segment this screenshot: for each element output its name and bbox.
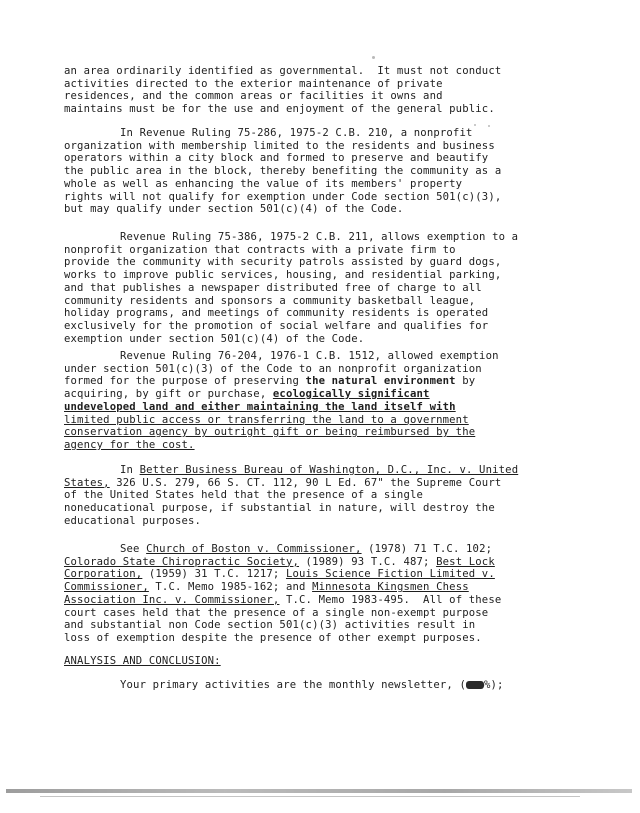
text-line: of the United States held that the presence of a single [64,489,424,502]
case-name: Association Inc. v. Commissioner, [64,593,280,606]
case-name: Best Lock [436,555,495,568]
text-line [64,464,574,477]
underlined-text: undeveloped land and either maintaining the land itself with [64,400,456,413]
text-run: formed for the purpose of preserving [64,375,306,388]
text-line: court cases held that the presence of a single non-exempt purpose [64,606,489,619]
text-line [64,556,574,569]
text-line [64,543,574,556]
text-line: holiday programs, and meetings of community residents is operated [64,307,489,320]
case-name: Better Business Bureau of Washington, D.C., Inc. v. United [139,464,519,476]
text-line: and that publishes a newspaper distributed free of charge to all [64,281,482,294]
paragraph-rev-rul-75-286 [64,127,574,216]
text-run: by [455,375,476,388]
text-line [64,679,574,692]
text-line: an area ordinarily identified as governmental. It must not conduct [64,65,502,77]
text-line: operators within a city block and formed to preserve and beautify [64,152,489,165]
text-line: exclusively for the promotion of social welfare and qualifies for [64,319,489,332]
case-name: Minnesota Kingsmen Chess [312,581,469,594]
text-line [64,594,574,607]
paragraph-better-business-bureau [64,464,574,528]
text-line [64,426,574,439]
text-line: under section 501(c)(3) of the Code to an nonprofit organization [64,362,482,375]
paragraph-rev-rul-76-204 [64,350,574,452]
scan-edge-artifact [40,796,580,797]
text-run: (1978) 71 T.C. 102; [361,543,493,555]
scan-edge-artifact [6,789,632,793]
text-line: and substantial non Code section 501(c)(3) activities result in [64,619,476,632]
text-line [64,568,574,581]
text-run: %); [483,679,504,691]
paragraph-primary-activities [64,679,574,692]
paragraph-governmental-area [64,65,574,116]
text-line: exemption under section 501(c)(4) of the Code. [64,332,365,345]
text-line: community residents and sponsors a community basketball league, [64,294,476,307]
text-line: noneducational purpose, if substantial in nature, will destroy the [64,502,495,515]
text-line [64,401,574,414]
text-line: residences, and the common areas or facilities it owns and [64,90,443,103]
text-run: acquiring, by gift or purchase, [64,388,273,401]
text-line: nonprofit organization that contracts with a private firm to [64,243,456,256]
case-name: Corporation, [64,568,143,581]
text-line: Revenue Ruling 76-204, 1976-1 C.B. 1512, allowed exemption [120,350,499,362]
text-line: but may qualify under section 501(c)(4) of the Code. [64,203,404,216]
text-line: organization with membership limited to the residents and business [64,139,495,152]
text-line: the public area in the block, thereby benefiting the community as a [64,165,502,178]
underlined-text: limited public access or transferring the land to a government [64,413,469,426]
scan-speck [372,56,375,59]
redaction-mark [466,681,484,689]
underlined-text: ecologically significant [272,388,430,401]
text-run: (1989) 93 T.C. 487; [299,555,437,568]
text-run: 326 U.S. 279, 66 S. CT. 112, 90 L Ed. 67" the Supreme Court [109,476,502,489]
text-line: maintains must be for the use and enjoyment of the general public. [64,103,495,116]
heading-text: ANALYSIS AND CONCLUSION: [64,655,221,667]
case-name: States, [64,476,110,489]
text-line: activities directed to the exterior maintenance of private [64,77,443,90]
paragraph-rev-rul-75-386 [64,231,574,345]
case-name: Louis Science Fiction Limited v. [285,568,495,581]
text-run: T.C. Memo 1985-162; and [148,581,313,594]
text-line: In Revenue Ruling 75-286, 1975-2 C.B. 210, a nonprofit [120,127,473,139]
section-heading [64,655,574,668]
text-run: In [120,464,140,476]
text-line [64,581,574,594]
text-line [64,388,574,401]
text-line: whole as well as enhancing the value of its members' property [64,177,463,190]
text-line [64,477,574,490]
scan-speck [474,124,476,126]
text-run: Your primary activities are the monthly newsletter, ( [120,679,466,691]
text-line: loss of exemption despite the presence of other exempt purposes. [64,631,482,644]
underlined-text: agency for the cost. [64,438,195,451]
emphasized-text: the natural environment [305,375,456,388]
case-name: Colorado State Chiropractic Society, [64,555,300,568]
text-line [64,414,574,427]
text-line [64,439,574,452]
text-line [64,375,574,388]
text-run: (1959) 31 T.C. 1217; [142,568,286,581]
paragraph-case-citations [64,543,574,645]
text-line: rights will not qualify for exemption under Code section 501(c)(3), [64,190,502,203]
text-run: See [120,543,147,555]
text-line: provide the community with security patrols assisted by guard dogs, [64,256,502,269]
text-run: T.C. Memo 1983-495. All of these [279,593,502,606]
underlined-text: conservation agency by outright gift or being reimbursed by the [64,426,476,439]
text-line: works to improve public services, housing, and residential parking, [64,269,502,282]
case-name: Church of Boston v. Commissioner, [146,543,362,555]
text-line: Revenue Ruling 75-386, 1975-2 C.B. 211, allows exemption to a [120,231,519,243]
case-name: Commissioner, [64,581,149,594]
text-line: educational purposes. [64,514,202,527]
